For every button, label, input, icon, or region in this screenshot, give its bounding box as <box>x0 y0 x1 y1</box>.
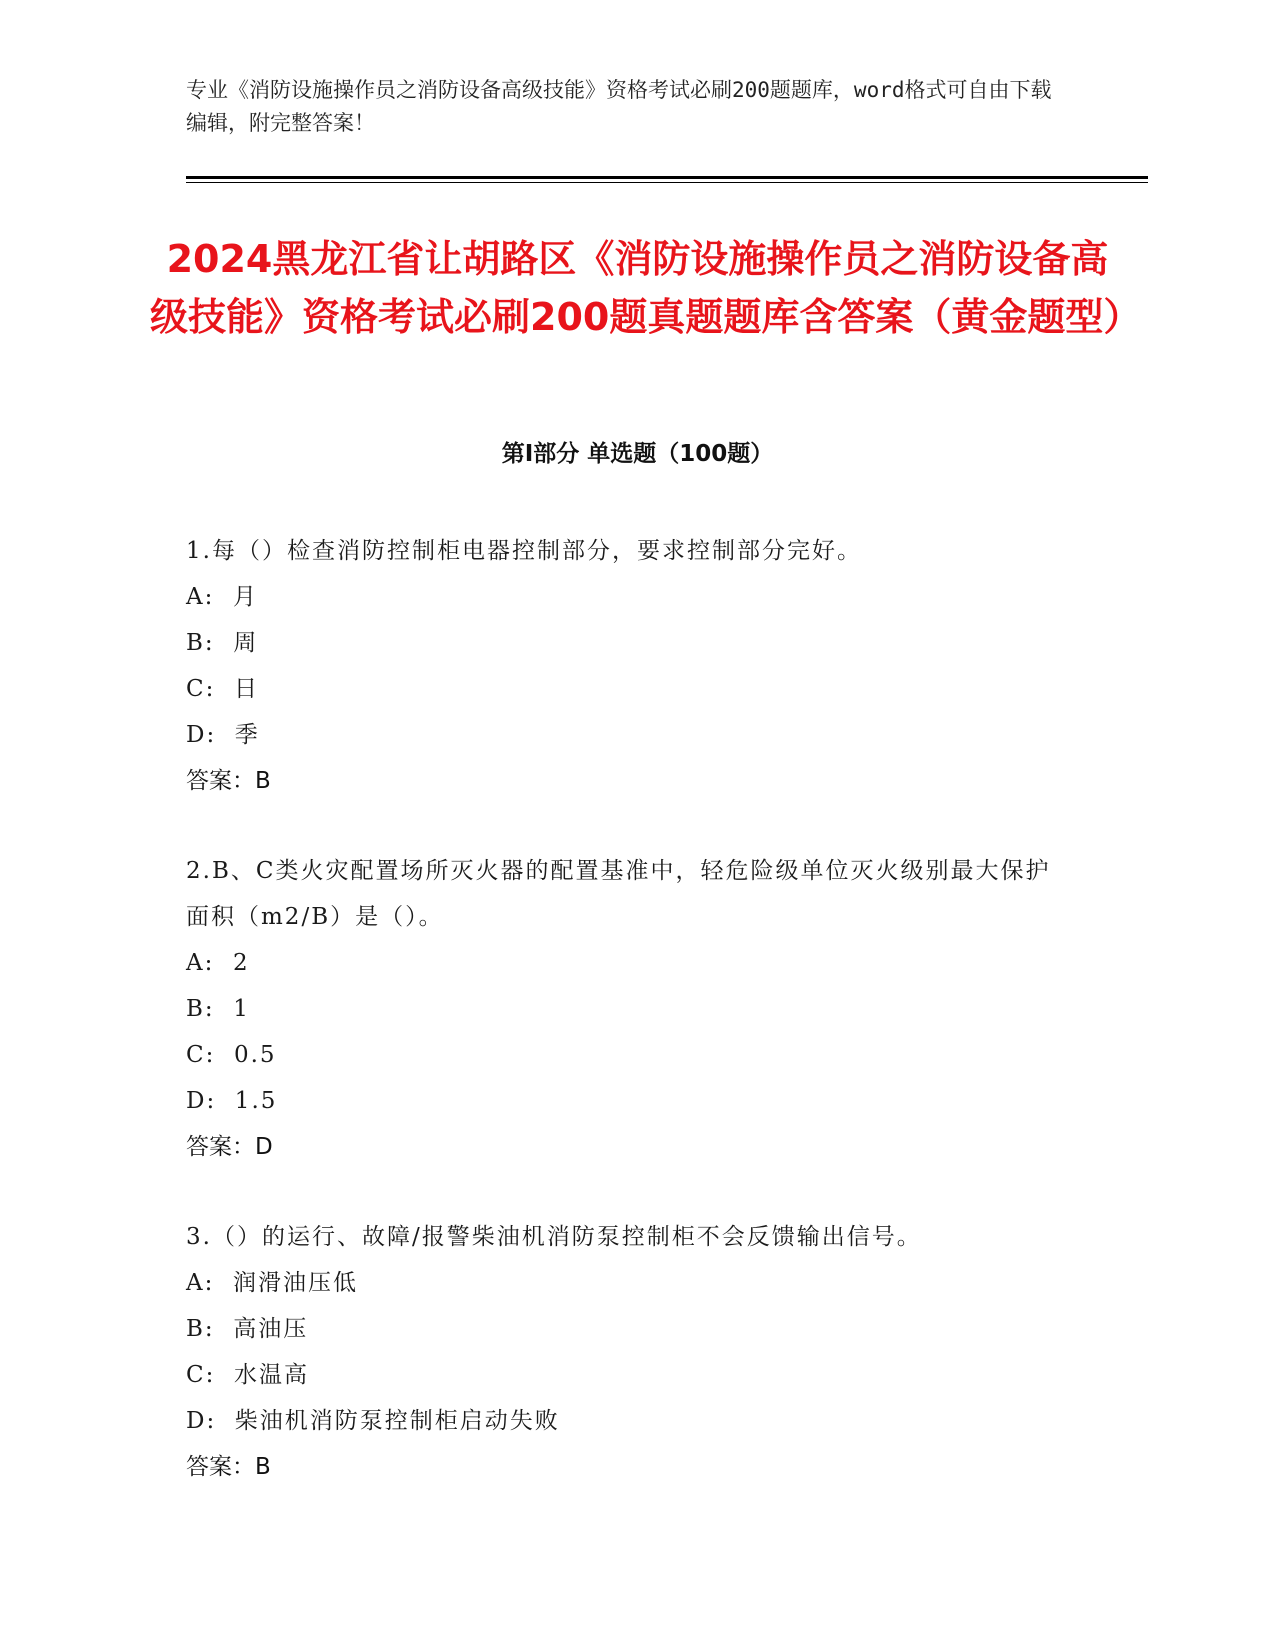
answer-line: 答案：B <box>186 1454 271 1480</box>
header-note: 专业《消防设施操作员之消防设备高级技能》资格考试必刷200题题库，word格式可自由下载编辑，附完整答案！ <box>186 78 1052 135</box>
question-item <box>186 528 1066 804</box>
option-d: D: 季 <box>186 722 260 748</box>
question-text: 2.B、C类火灾配置场所灭火器的配置基准中，轻危险级单位灭火级别最大保护面积（m2/B）是（）。 <box>186 858 1051 930</box>
answer-line: 答案：D <box>186 1134 273 1160</box>
option-d: D: 1.5 <box>186 1088 278 1114</box>
option-c: C: 日 <box>186 676 259 702</box>
header-divider-thin <box>186 182 1148 183</box>
option-c: C: 水温高 <box>186 1362 309 1388</box>
option-a: A: 润滑油压低 <box>186 1270 358 1296</box>
question-item <box>186 1214 1066 1490</box>
question-text: 3.（）的运行、故障/报警柴油机消防泵控制柜不会反馈输出信号。 <box>186 1224 922 1250</box>
section-heading: 第Ⅰ部分 单选题（100题） <box>501 441 774 467</box>
option-c: C: 0.5 <box>186 1042 277 1068</box>
question-item <box>186 848 1066 1170</box>
option-b: B: 周 <box>186 630 259 656</box>
answer-line: 答案：B <box>186 768 271 794</box>
option-b: B: 1 <box>186 996 250 1022</box>
document-title: 2024黑龙江省让胡路区《消防设施操作员之消防设备高级技能》资格考试必刷200题真题题库含答案（黄金题型） <box>150 237 1142 339</box>
question-list <box>186 528 1066 1534</box>
option-b: B: 高油压 <box>186 1316 309 1342</box>
option-a: A: 月 <box>186 584 258 610</box>
question-text: 1.每（）检查消防控制柜电器控制部分，要求控制部分完好。 <box>186 538 862 564</box>
header-divider-thick <box>186 176 1148 179</box>
option-a: A: 2 <box>186 950 250 976</box>
option-d: D: 柴油机消防泵控制柜启动失败 <box>186 1408 560 1434</box>
